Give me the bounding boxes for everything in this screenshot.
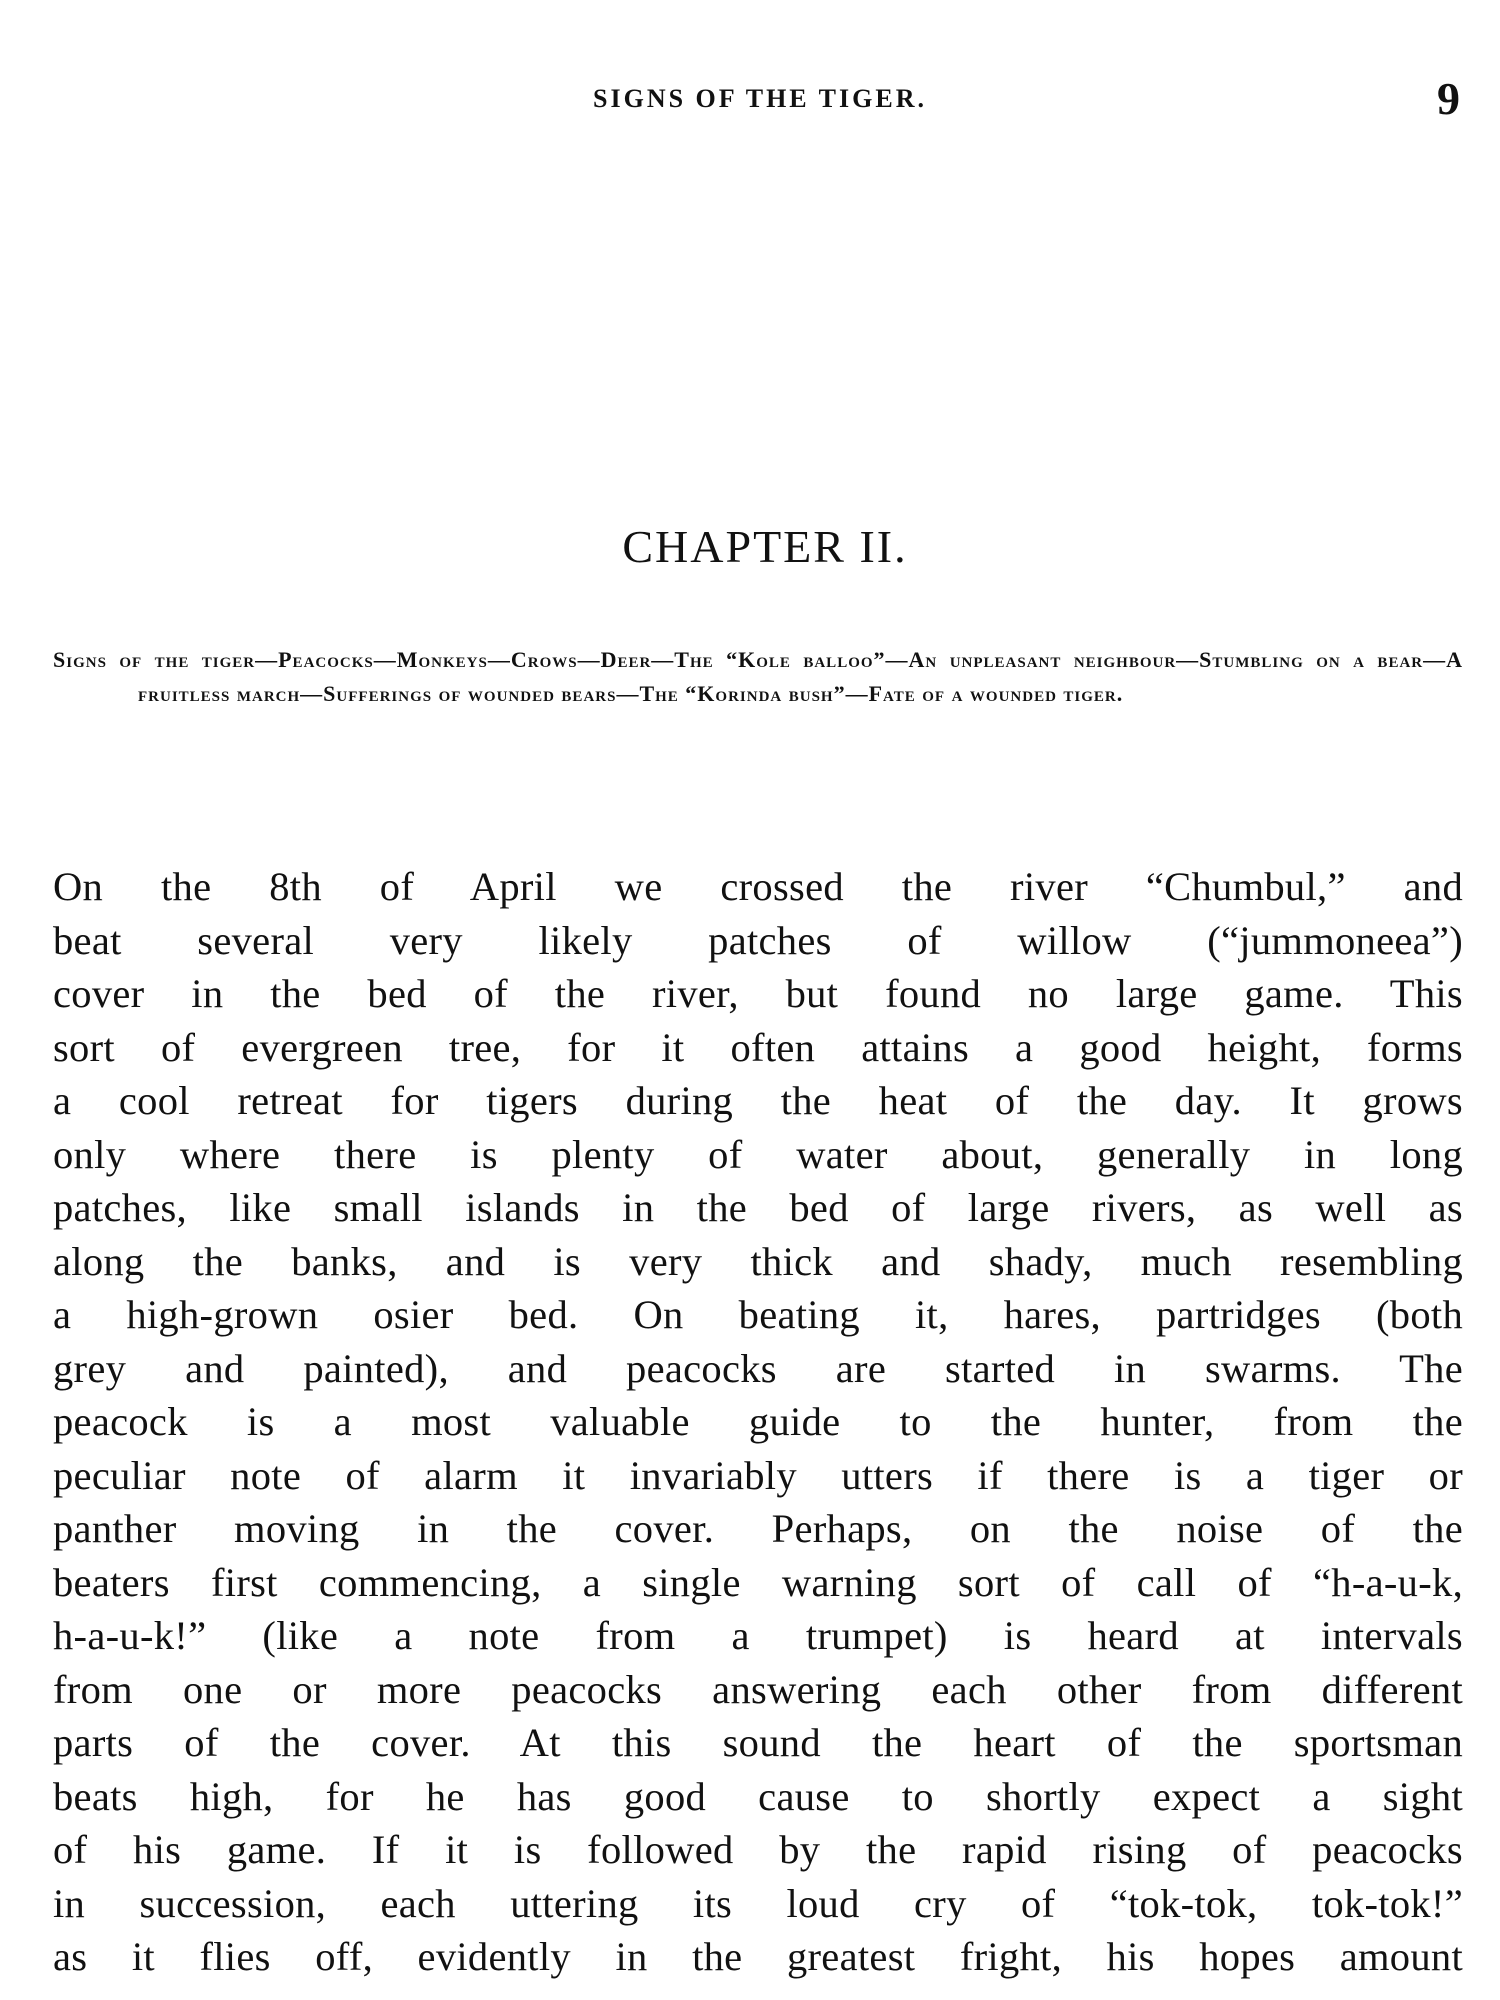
page-number: 9 xyxy=(1437,73,1460,124)
body-line: sort of evergreen tree, for it often attains a good height, forms xyxy=(53,1024,1463,1070)
body-line: from one or more peacocks answering each other from different xyxy=(53,1666,1463,1712)
body-line: cover in the bed of the river, but found no large game. This xyxy=(53,971,1463,1016)
body-line: On the 8th of April we crossed the river “Chumbul,” and xyxy=(53,864,1463,909)
body-line: peacock is a most valuable guide to the hunter, from the xyxy=(53,1399,1463,1444)
chapter-title: CHAPTER II. xyxy=(622,521,908,572)
body-line: a high-grown osier bed. On beating it, hares, partridges (both xyxy=(53,1292,1463,1337)
body-line: in succession, each uttering its loud cry of “tok-tok, tok-tok!” xyxy=(53,1880,1463,1926)
body-line: beats high, for he has good cause to shortly expect a sight xyxy=(53,1773,1463,1819)
body-line: panther moving in the cover. Perhaps, on the noise of the xyxy=(53,1506,1463,1551)
body-line: as it flies off, evidently in the greatest fright, his hopes amount xyxy=(53,1934,1463,1979)
body-line: beaters first commencing, a single warning sort of call of “h-a-u-k, xyxy=(53,1559,1463,1605)
body-line: patches, like small islands in the bed of large rivers, as well as xyxy=(53,1185,1463,1230)
running-head xyxy=(0,73,1500,128)
running-title: SIGNS OF THE TIGER. xyxy=(593,84,927,113)
body-line: along the banks, and is very thick and shady, much resembling xyxy=(53,1238,1463,1284)
body-line: parts of the cover. At this sound the heart of the sportsman xyxy=(53,1720,1463,1765)
chapter-synopsis: Signs of the tiger—Peacocks—Monkeys—Crows—Deer—The “Kole balloo”—An unpleasant neighbour—Stumbling on a bear—A fruitless march—Sufferings of wounded bears—The “Korinda bush”—Fate of a wounded tiger. xyxy=(53,647,1463,706)
body-line: only where there is plenty of water about, generally in long xyxy=(53,1131,1463,1177)
body-line: a cool retreat for tigers during the heat of the day. It grows xyxy=(53,1078,1463,1123)
body-line: peculiar note of alarm it invariably utters if there is a tiger or xyxy=(53,1452,1463,1498)
body-line: of his game. If it is followed by the rapid rising of peacocks xyxy=(53,1827,1463,1872)
body-line: beat several very likely patches of willow (“jummoneea”) xyxy=(53,917,1463,963)
body-text xyxy=(53,860,1463,1984)
body-line: grey and painted), and peacocks are started in swarms. The xyxy=(53,1345,1463,1391)
body-line: h-a-u-k!” (like a note from a trumpet) is heard at intervals xyxy=(53,1613,1463,1658)
